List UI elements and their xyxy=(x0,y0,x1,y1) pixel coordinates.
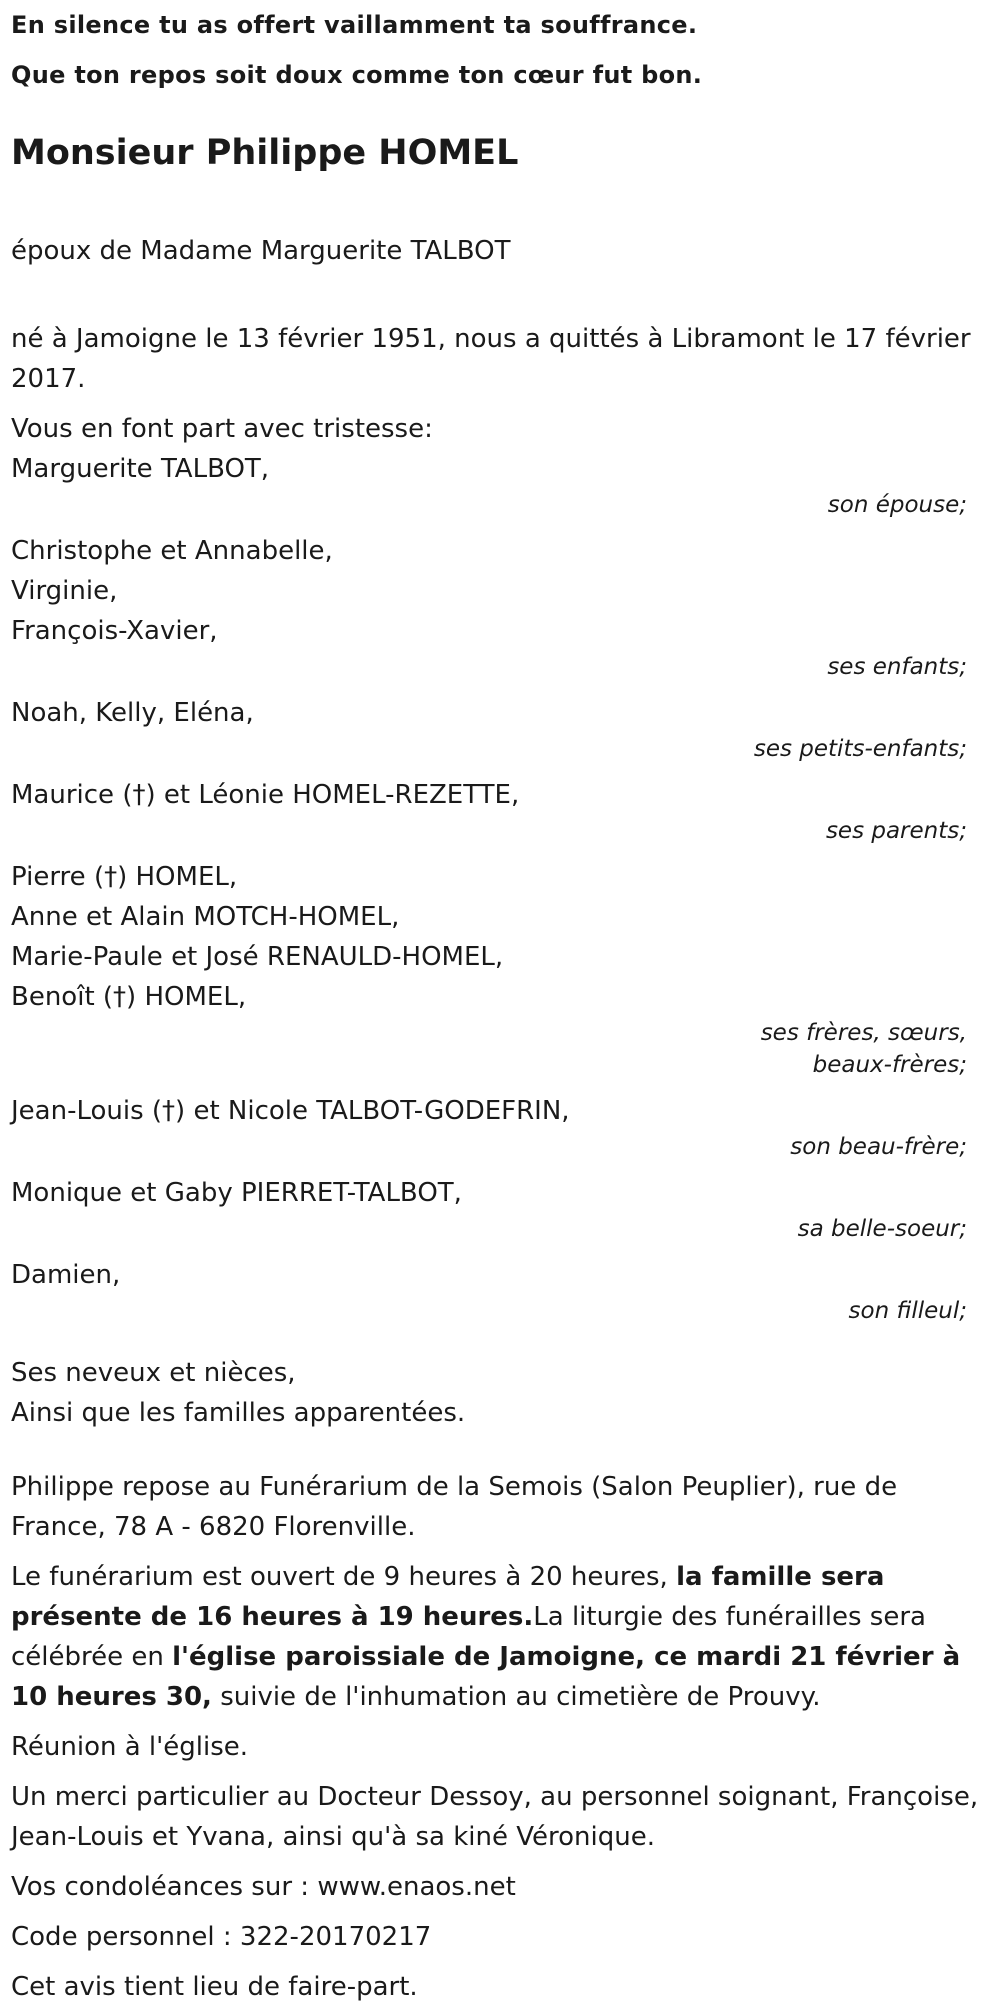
schedule-bold-2: l'église paroissiale de Jamoigne, ce mardi 21 février à 10 heures 30, xyxy=(11,1641,961,1712)
condolences-line[interactable]: Vos condoléances sur : www.enaos.net xyxy=(11,1871,516,1902)
family-group xyxy=(11,1173,989,1245)
funerarium-paragraph: Philippe repose au Funérarium de la Semois (Salon Peuplier), rue de France, 78 A - 6820 Florenville. xyxy=(11,1471,898,1542)
family-member-name: Maurice (†) et Léonie HOMEL-REZETTE, xyxy=(11,779,520,810)
family-group xyxy=(11,1255,989,1327)
family-group xyxy=(11,531,989,683)
family-group xyxy=(11,775,989,847)
schedule-text-2: La liturgie des funérailles sera célébrée en xyxy=(11,1601,926,1672)
family-member-name: Jean-Louis (†) et Nicole TALBOT-GODEFRIN, xyxy=(11,1095,570,1126)
schedule-paragraph xyxy=(11,1557,989,1717)
notice-line: Cet avis tient lieu de faire-part. xyxy=(11,1971,418,2002)
reunion-line: Réunion à l'église. xyxy=(11,1731,249,1762)
closing-name-1: Ses neveux et nièces, xyxy=(11,1357,296,1388)
family-role: ses enfants; xyxy=(827,653,967,680)
spouse-line: époux de Madame Marguerite TALBOT xyxy=(11,235,511,266)
schedule-text-1: Le funérarium est ouvert de 9 heures à 20 heures, xyxy=(11,1561,677,1592)
family-member-name: Damien, xyxy=(11,1259,121,1290)
family-role: sa belle-soeur; xyxy=(797,1215,967,1242)
family-member-name: Virginie, xyxy=(11,575,118,606)
family-member-name: François-Xavier, xyxy=(11,615,218,646)
family-member-name: Anne et Alain MOTCH-HOMEL, xyxy=(11,901,400,932)
family-member-name: Monique et Gaby PIERRET-TALBOT, xyxy=(11,1177,462,1208)
thanks-paragraph: Un merci particulier au Docteur Dessoy, au personnel soignant, Françoise, Jean-Louis et Yvana, ainsi qu'à sa kiné Véronique. xyxy=(11,1781,979,1852)
family-group xyxy=(11,1091,989,1163)
family-group xyxy=(11,693,989,765)
family-member-name: Benoît (†) HOMEL, xyxy=(11,981,247,1012)
family-role: son épouse; xyxy=(827,491,967,518)
personal-code-line: Code personnel : 322-20170217 xyxy=(11,1921,432,1952)
family-member-name: Marie-Paule et José RENAULD-HOMEL, xyxy=(11,941,504,972)
epigraph-line-2: Que ton repos soit doux comme ton cœur fut bon. xyxy=(11,61,703,89)
family-list xyxy=(11,449,989,1327)
family-member-name: Christophe et Annabelle, xyxy=(11,535,333,566)
page-title: Monsieur Philippe HOMEL xyxy=(11,133,519,173)
schedule-text-3: suivie de l'inhumation au cimetière de Prouvy. xyxy=(211,1681,821,1712)
family-group xyxy=(11,857,989,1081)
family-group xyxy=(11,449,989,521)
family-role: ses parents; xyxy=(825,817,967,844)
family-role: ses frères, sœurs, xyxy=(760,1019,967,1046)
family-role: beaux-frères; xyxy=(812,1051,967,1078)
family-role: son beau-frère; xyxy=(790,1133,967,1160)
schedule-bold-1: la famille sera présente de 16 heures à 19 heures. xyxy=(11,1561,885,1632)
family-role: son filleul; xyxy=(848,1297,967,1324)
birth-death-line: né à Jamoigne le 13 février 1951, nous a quittés à Libramont le 17 février 2017. xyxy=(11,323,971,394)
family-member-name: Noah, Kelly, Eléna, xyxy=(11,697,254,728)
family-member-name: Pierre (†) HOMEL, xyxy=(11,861,238,892)
family-member-name: Marguerite TALBOT, xyxy=(11,453,270,484)
epigraph-line-1: En silence tu as offert vaillamment ta souffrance. xyxy=(11,11,698,39)
family-role: ses petits-enfants; xyxy=(753,735,967,762)
closing-name-2: Ainsi que les familles apparentées. xyxy=(11,1397,466,1428)
intro-line: Vous en font part avec tristesse: xyxy=(11,413,433,444)
